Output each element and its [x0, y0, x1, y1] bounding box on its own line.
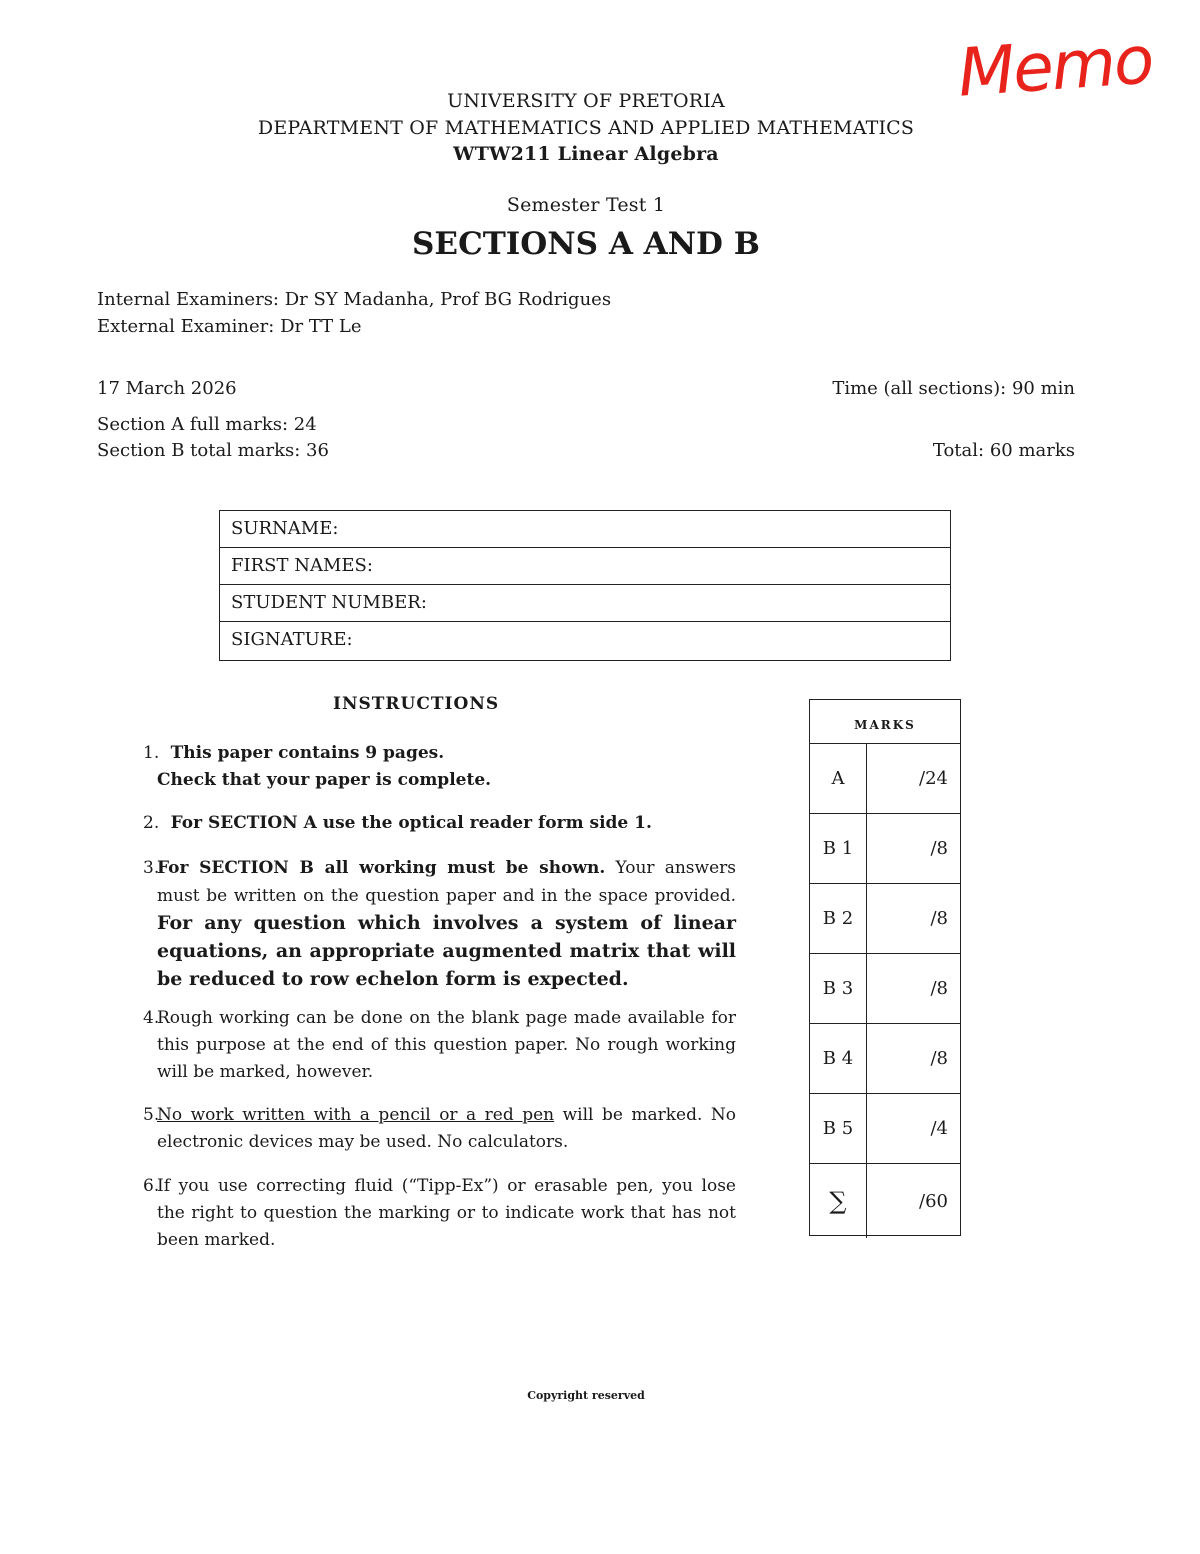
instruction-number: 5. [143, 1105, 160, 1125]
department-name: DEPARTMENT OF MATHEMATICS AND APPLIED MATHEMATICS [257, 117, 915, 139]
marks-table [809, 699, 961, 1236]
total-marks: Total: 60 marks [932, 440, 1075, 461]
student-number-field[interactable]: STUDENT NUMBER: [220, 585, 950, 622]
student-details-form [219, 510, 951, 661]
instructions-heading: INSTRUCTIONS [333, 694, 500, 714]
instruction-text: For SECTION B all working must be shown. [157, 858, 606, 878]
instruction-text: If you use correcting fluid (“Tipp-Ex”) or erasable pen, you lose the right to question the marking or to indicate work that has not been marked. [157, 1176, 736, 1250]
instruction-1 [143, 740, 736, 796]
instruction-5 [143, 1102, 736, 1152]
marks-row-value: /8 [930, 908, 948, 929]
marks-row-value: /60 [919, 1190, 948, 1212]
instruction-text: Rough working can be done on the blank page made available for this purpose at the end of this question paper. No rough working will be marked, however. [157, 1008, 736, 1082]
marks-row-label: B 3 [810, 954, 867, 1023]
university-name: UNIVERSITY OF PRETORIA [447, 90, 725, 112]
instruction-number: 4. [143, 1008, 160, 1028]
marks-row-a [810, 744, 960, 814]
marks-row-value: /24 [919, 768, 948, 789]
instruction-text: This paper contains 9 pages. [170, 743, 445, 763]
marks-row-label: A [810, 744, 867, 813]
marks-row-label: B 4 [810, 1024, 867, 1093]
instruction-number: 6. [143, 1176, 160, 1196]
instruction-number: 3. [143, 858, 160, 878]
marks-row-label: B 2 [810, 884, 867, 953]
instruction-3 [143, 855, 736, 990]
time-allowed: Time (all sections): 90 min [832, 378, 1075, 399]
memo-handwritten-stamp: Memo [955, 21, 1155, 112]
marks-row-b2 [810, 884, 960, 954]
marks-row-value: /4 [930, 1118, 948, 1139]
page-title: SECTIONS A AND B [412, 226, 760, 262]
marks-row-value: /8 [930, 838, 948, 859]
copyright-footer: Copyright reserved [527, 1389, 645, 1402]
test-date: 17 March 2026 [97, 378, 237, 399]
surname-field[interactable]: SURNAME: [220, 511, 950, 548]
marks-row-value: /8 [930, 1048, 948, 1069]
marks-row-b5 [810, 1094, 960, 1164]
sum-symbol: ∑ [810, 1164, 867, 1238]
section-a-marks: Section A full marks: 24 [97, 414, 317, 435]
instruction-text: No work written with a pencil or a red pen [157, 1105, 555, 1125]
instruction-text: will be marked. No electronic devices may be used. No calculators. [157, 1105, 736, 1152]
instruction-text: Your answers must be written on the question paper and in the space provided. [157, 858, 736, 906]
marks-row-b3 [810, 954, 960, 1024]
internal-examiners: Internal Examiners: Dr SY Madanha, Prof BG Rodrigues [97, 289, 612, 310]
instruction-number: 2. [143, 813, 160, 833]
instruction-text: For SECTION A use the optical reader form side 1. [170, 813, 652, 833]
marks-row-label: B 1 [810, 814, 867, 883]
marks-table-title: MARKS [810, 700, 960, 744]
marks-row-total [810, 1164, 960, 1238]
instruction-text: For any question which involves a system of linear equations, an appropriate augmented matrix that will be reduced to row echelon form is expected. [157, 912, 736, 990]
marks-row-value: /8 [930, 978, 948, 999]
instruction-number: 1. [143, 743, 160, 763]
section-b-marks: Section B total marks: 36 [97, 440, 329, 461]
instruction-text: Check that your paper is complete. [157, 770, 492, 790]
external-examiner: External Examiner: Dr TT Le [97, 316, 362, 337]
instruction-4 [143, 1005, 736, 1082]
course-title: WTW211 Linear Algebra [453, 143, 719, 165]
marks-row-b4 [810, 1024, 960, 1094]
first-names-field[interactable]: FIRST NAMES: [220, 548, 950, 585]
marks-row-b1 [810, 814, 960, 884]
instruction-6 [143, 1173, 736, 1250]
signature-field[interactable]: SIGNATURE: [231, 629, 353, 650]
test-name: Semester Test 1 [506, 194, 666, 216]
instruction-2 [143, 810, 736, 837]
marks-row-label: B 5 [810, 1094, 867, 1163]
